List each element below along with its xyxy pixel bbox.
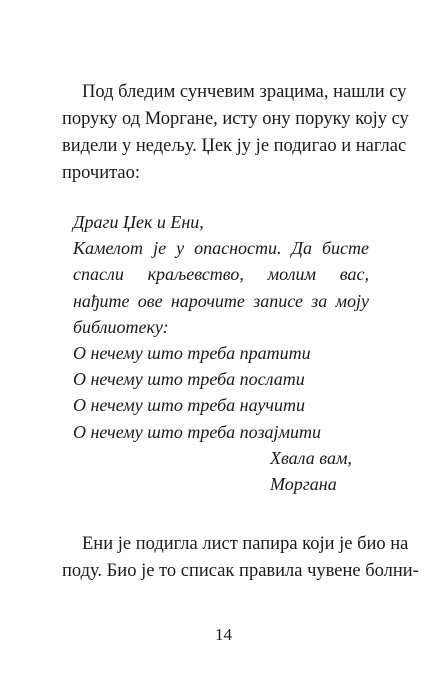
letter-line: Камелот је у опасности. Да бисте — [73, 238, 369, 259]
letter-line: спасли краљевство, молим вас, — [73, 264, 369, 285]
intro-paragraph — [62, 79, 409, 187]
letter-signature: Моргана — [270, 474, 337, 495]
closing-paragraph — [62, 531, 419, 585]
paragraph-line: видели у недељу. Џек ју је подигао и наглас — [62, 136, 407, 156]
paragraph-line: поруку од Моргане, исту ону поруку коју су — [62, 109, 409, 129]
letter-list-item: О нечему што треба послати — [73, 369, 305, 390]
letter-list-item: О нечему што треба позајмити — [73, 421, 321, 442]
letter-list-item: О нечему што треба научити — [73, 395, 305, 416]
letter-list-item: О нечему што треба пратити — [73, 343, 311, 364]
letter-line: библиотеку: — [73, 316, 169, 337]
letter-greeting: Драги Џек и Ени, — [73, 212, 204, 232]
morgan-letter — [73, 209, 369, 497]
letter-line: нађите ове нарочите записе за моју — [73, 290, 369, 311]
page-number: 14 — [215, 625, 232, 644]
paragraph-line: поду. Био је то списак правила чувене болни- — [62, 561, 419, 581]
paragraph-line: Под бледим сунчевим зрацима, нашли су — [82, 82, 407, 102]
paragraph-line: Ени је подигла лист папира који је био на — [82, 534, 409, 554]
letter-closing: Хвала вам, — [270, 447, 352, 468]
paragraph-line: прочитао: — [62, 163, 141, 183]
